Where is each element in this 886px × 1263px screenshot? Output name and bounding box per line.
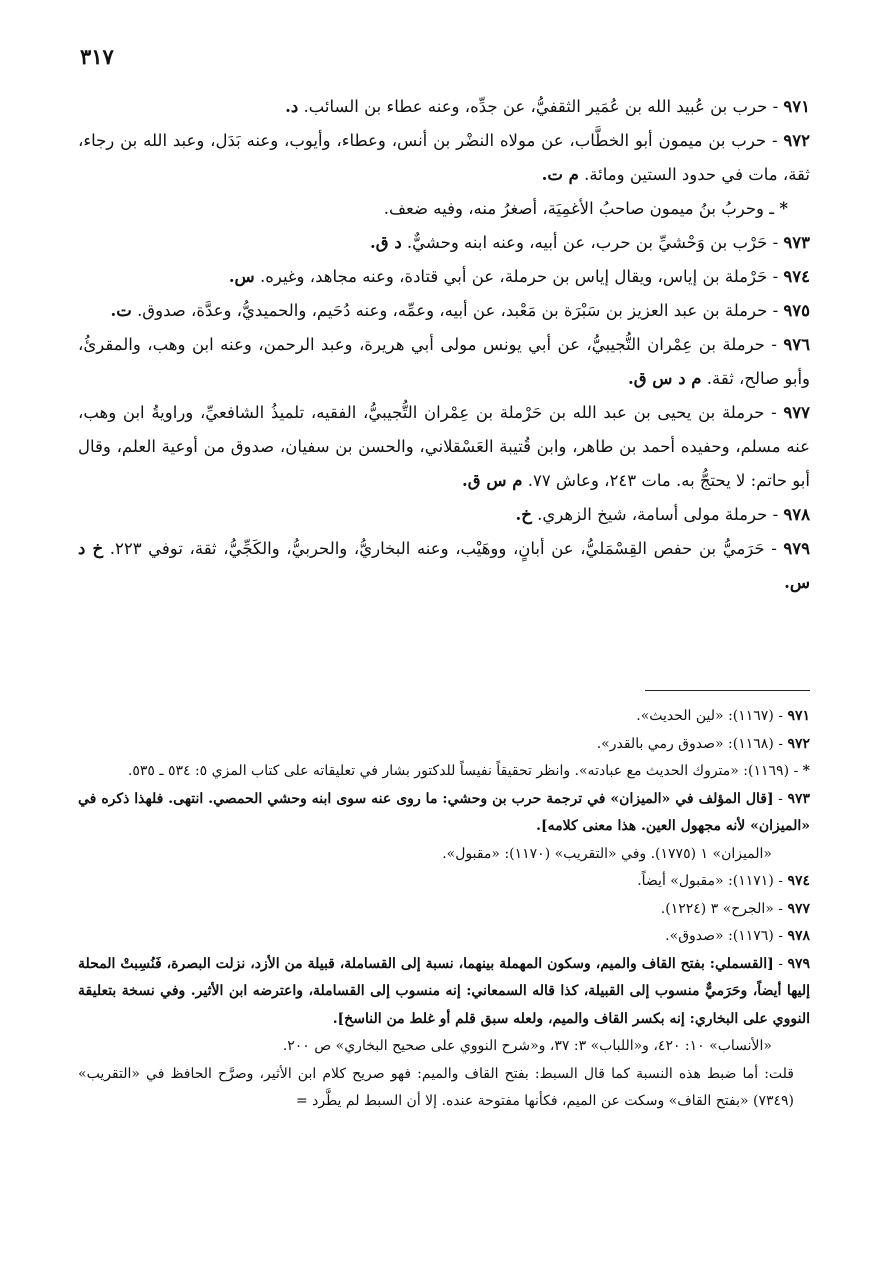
footnote-number: ٩٧٨ — [787, 928, 810, 944]
footnote-979: ٩٧٩ - [القسملي: بفتح القاف والميم، وسكون المهملة بينهما، نسبة إلى القساملة، قبيلة من الأزد، نزلت البصرة، فَنُسِبتْ المحلة إليها أيضاً، وحَرَميٌّ منسوب إلى القبيلة، كذا قاله السمعاني: إنه منسوب إلى القساملة، واعترضه ابن الأثير. وفي نسخة بتعليقة النووي على البخاري: إنه بكسر القاف والميم، ولعله سبق قلم أو غلط من الناسخ]. — [78, 955, 810, 1027]
entry-number: ٩٧٩ — [783, 539, 810, 558]
entry-sigla: س. — [228, 267, 255, 286]
footnote-text: (١١٧١): «مقبول» أيضاً. — [637, 873, 774, 889]
entry-text: حرملة مولى أسامة، شيخ الزهري. — [537, 505, 768, 524]
footnote-number: ٩٧٩ — [787, 955, 810, 972]
entry-sigla: م س ق. — [462, 471, 523, 490]
footnote-star: * - (١١٦٩): «متروك الحديث مع عبادته». وانظر تحقيقاً نفيساً للدكتور بشار في تعليقاته على كتاب المزي ٥: ٥٣٤ ـ ٥٣٥. — [127, 763, 810, 779]
entry-sigla: د. — [285, 97, 299, 116]
footnote-978: ٩٧٨ - (١١٧٦): «صدوق». — [665, 928, 810, 944]
footnote-text: «الميزان» ١ (١٧٧٥). وفي «التقريب» (١١٧٠): «مقبول». — [442, 845, 772, 862]
footnote-number: * — [802, 763, 810, 779]
entry-975: ٩٧٥ - حرملة بن عبد العزيز بن سَبْرَة بن مَعْبد، عن أبيه، وعمِّه، وعنه دُحَيم، والحميديُّ، وعدَّة، صدوق. ت. — [110, 301, 810, 320]
entry-sigla: م د س ق. — [628, 369, 702, 388]
footnote-text: قلت: أما ضبط هذه النسبة كما قال السبط: بفتح القاف والميم: فهو صريح كلام ابن الأثير، وصرَّح الحافظ في «التقريب» (٧٣٤٩) «بفتح القاف» وسكت عن الميم، فكأنها مفتوحة عنده. إلا أن السبط لم يطَّرد = — [78, 1065, 794, 1109]
entry-977: ٩٧٧ - حرملة بن يحيى بن عبد الله بن حَرْملة بن عِمْران التُّجيبيُّ، الفقيه، تلميذُ الشافعيِّ، وراويةُ ابن وهب، عنه مسلم، وحفيده أحمد بن طاهر، وابن قُتيبة العَسْقلاني، والحسن بن سفيان، صدوق من أوعية العلم، وقال أبو حاتم: لا يحتجُّ به. مات ٢٤٣، وعاش ٧٧. م س ق. — [78, 403, 810, 490]
entry-sigla: م ت. — [541, 165, 579, 184]
entry-976: ٩٧٦ - حرملة بن عِمْران التُّجيبيُّ، عن أبي يونس مولى أبي هريرة، وعبد الرحمن، وعنه ابن وهب، والمقرئُ، وأبو صالح، ثقة. م د س ق. — [78, 335, 810, 388]
footnote-number: ٩٧٢ — [787, 735, 810, 752]
entry-text: حَرْملة بن إياس، ويقال إياس بن حرملة، عن أبي قتادة، وعنه مجاهد، وغيره. — [259, 267, 768, 286]
footnote-text: [قال المؤلف في «الميزان» في ترجمة حرب بن وحشي: ما روى عنه سوى ابنه وحشي الحمصي. انتهى. فلهذا ذكره في «الميزان» لأنه مجهول العين. هذا معنى كلامه]. — [78, 790, 810, 834]
footnote-979-comment — [78, 1061, 810, 1116]
footnote-973-reference — [78, 841, 810, 869]
entry-number: ٩٧٥ — [783, 301, 810, 320]
entries-list — [78, 90, 810, 600]
footnote-text: (١١٦٨): «صدوق رمي بالقدر». — [596, 735, 774, 752]
footnote-text: (١١٦٧): «لين الحديث». — [636, 708, 774, 724]
entry-sigla: ت. — [110, 301, 132, 320]
footnote-number: ٩٧١ — [787, 708, 810, 724]
footnote-979-reference — [78, 1033, 810, 1061]
entry-number: ٩٧٧ — [783, 403, 810, 422]
entry-number: ٩٧٦ — [783, 335, 810, 354]
entry-text: حرب بن ميمون أبو الخطَّاب، عن مولاه النضْر بن أنس، وعطاء، وأيوب، وعنه بَدَل، وعبد الله بن رجاء، ثقة، مات في حدود الستين ومائة. — [78, 131, 810, 184]
footnote-977: ٩٧٧ - «الجرح» ٣ (١٢٢٤). — [660, 900, 810, 917]
entry-number: ٩٧١ — [783, 97, 810, 116]
entry-974: ٩٧٤ - حَرْملة بن إياس، ويقال إياس بن حرملة، عن أبي قتادة، وعنه مجاهد، وغيره. س. — [228, 267, 810, 286]
entry-number: ٩٧٣ — [783, 233, 810, 252]
entry-text: حَرْب بن وَحْشيِّ بن حرب، عن أبيه، وعنه ابنه وحشيٌّ. — [406, 233, 768, 252]
entry-number: ٩٧٤ — [783, 267, 810, 286]
entry-972: ٩٧٢ - حرب بن ميمون أبو الخطَّاب، عن مولاه النضْر بن أنس، وعطاء، وأيوب، وعنه بَدَل، وعبد الله بن رجاء، ثقة، مات في حدود الستين ومائة. م ت. — [78, 131, 810, 184]
entry-text: حرملة بن عِمْران التُّجيبيُّ، عن أبي يونس مولى أبي هريرة، وعبد الرحمن، وعنه ابن وهب، والمقرئُ، وأبو صالح، ثقة. — [78, 335, 810, 388]
footnote-text: (١١٦٩): «متروك الحديث مع عبادته». وانظر تحقيقاً نفيساً للدكتور بشار في تعليقاته على كتاب المزي ٥: ٥٣٤ ـ ٥٣٥. — [127, 763, 790, 779]
footnote-973: ٩٧٣ - [قال المؤلف في «الميزان» في ترجمة حرب بن وحشي: ما روى عنه سوى ابنه وحشي الحمصي. انتهى. فلهذا ذكره في «الميزان» لأنه مجهول العين. هذا معنى كلامه]. — [78, 790, 810, 834]
entry-number: ٩٧٢ — [783, 131, 810, 150]
footnote-number: ٩٧٧ — [787, 900, 810, 917]
sub-entry: * ـ وحربُ بنُ ميمون صاحبُ الأغمِيَة، أصغرُ منه، وفيه ضعف. — [383, 199, 788, 218]
footnote-text: (١١٧٦): «صدوق». — [665, 928, 774, 944]
footnote-text: «الأنساب» ١٠: ٤٢٠، و«اللباب» ٣: ٣٧، و«شرح النووي على صحيح البخاري» ص ٢٠٠. — [282, 1038, 772, 1054]
entry-978: ٩٧٨ - حرملة مولى أسامة، شيخ الزهري. خ. — [515, 505, 810, 524]
footnotes — [78, 703, 810, 1116]
entry-979: ٩٧٩ - حَرَميُّ بن حفص القِسْمَليُّ، عن أبانٍ، ووهَيْب، وعنه البخاريُّ، والحربيُّ، والكَجِّيُّ، ثقة، توفي ٢٢٣. خ د س. — [78, 539, 810, 592]
footnote-number: ٩٧٣ — [787, 790, 810, 807]
footnote-text: [القسملي: بفتح القاف والميم، وسكون المهملة بينهما، نسبة إلى القساملة، قبيلة من الأزد، نزلت البصرة، فَنُسِبتْ المحلة إليها أيضاً، وحَرَميٌّ منسوب إلى القبيلة، كذا قاله السمعاني: إنه منسوب إلى القساملة، واعترضه ابن الأثير. وفي نسخة بتعليقة النووي على البخاري: إنه بكسر القاف والميم، ولعله سبق قلم أو غلط من الناسخ]. — [78, 955, 810, 1027]
entry-text: حرب بن عُبيد الله بن عُمَير الثقفيُّ، عن جدِّه، وعنه عطاء بن السائب. — [303, 97, 768, 116]
footnote-971: ٩٧١ - (١١٦٧): «لين الحديث». — [636, 708, 810, 724]
entry-text: حرملة بن يحيى بن عبد الله بن حَرْملة بن عِمْران التُّجيبيُّ، الفقيه، تلميذُ الشافعيِّ، وراويةُ ابن وهب، عنه مسلم، وحفيده أحمد بن طاهر، وابن قُتيبة العَسْقلاني، والحسن بن سفيان، صدوق من أوعية العلم، وقال أبو حاتم: لا يحتجُّ به. مات ٢٤٣، وعاش ٧٧. — [78, 403, 810, 490]
footnote-divider — [645, 690, 810, 691]
entry-971: ٩٧١ - حرب بن عُبيد الله بن عُمَير الثقفيُّ، عن جدِّه، وعنه عطاء بن السائب. د. — [285, 97, 810, 116]
entry-number: ٩٧٨ — [783, 505, 810, 524]
footnote-974: ٩٧٤ - (١١٧١): «مقبول» أيضاً. — [637, 873, 810, 889]
entry-973: ٩٧٣ - حَرْب بن وَحْشيِّ بن حرب، عن أبيه، وعنه ابنه وحشيٌّ. د ق. — [370, 233, 810, 252]
footnote-972: ٩٧٢ - (١١٦٨): «صدوق رمي بالقدر». — [596, 735, 810, 752]
entry-sigla: خ. — [515, 505, 532, 524]
entry-text: حرملة بن عبد العزيز بن سَبْرَة بن مَعْبد، عن أبيه، وعمِّه، وعنه دُحَيم، والحميديُّ، وعدَّة، صدوق. — [137, 301, 768, 320]
entry-sigla: د ق. — [370, 233, 402, 252]
page-number: ٣١٧ — [80, 44, 114, 69]
entry-text: حَرَميُّ بن حفص القِسْمَليُّ، عن أبانٍ، ووهَيْب، وعنه البخاريُّ، والحربيُّ، والكَجِّيُّ، ثقة، توفي ٢٢٣. — [109, 539, 765, 558]
footnote-number: ٩٧٤ — [787, 873, 810, 889]
sub-entry-text: وحربُ بنُ ميمون صاحبُ الأغمِيَة، أصغرُ منه، وفيه ضعف. — [383, 199, 765, 218]
entry-sigla: خ د س. — [78, 539, 810, 592]
footnote-text: «الجرح» ٣ (١٢٢٤). — [660, 900, 774, 917]
star-marker: * — [779, 199, 788, 218]
